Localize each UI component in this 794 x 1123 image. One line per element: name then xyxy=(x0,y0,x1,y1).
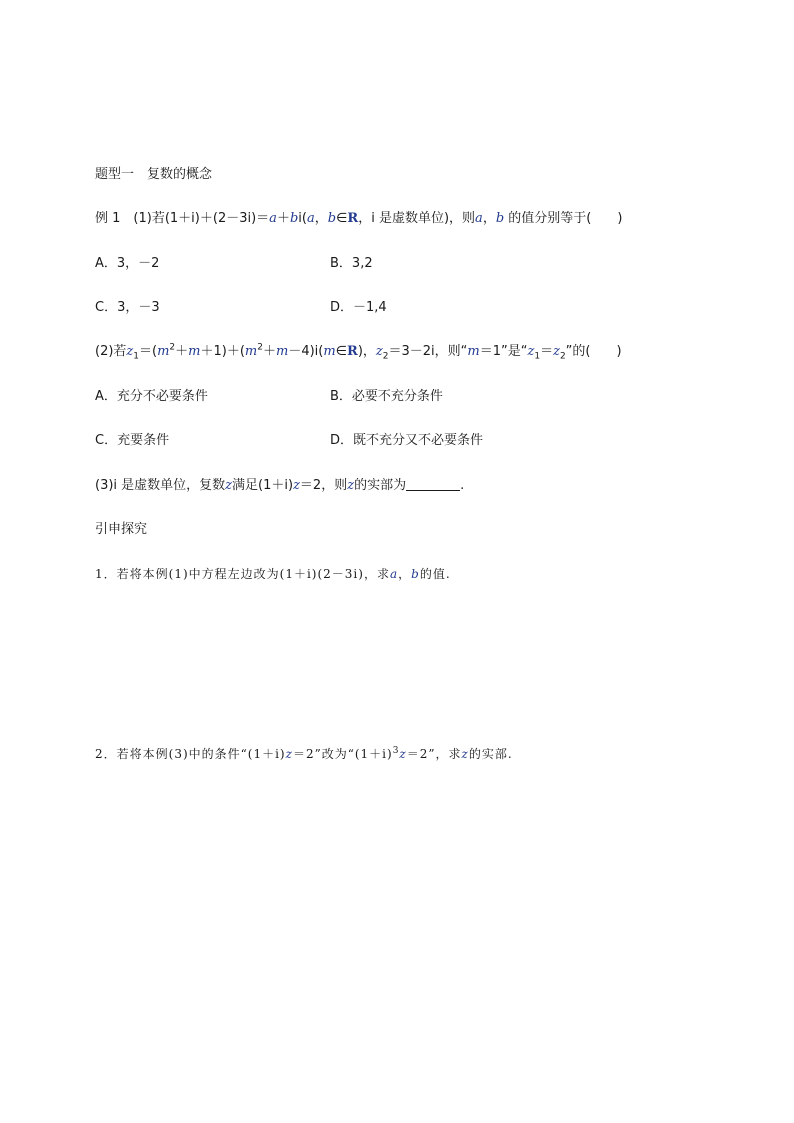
q2-text: ∈ xyxy=(335,344,348,359)
q2-option-a: A．充分不必要条件 xyxy=(95,389,208,404)
subscript: 2 xyxy=(559,351,566,362)
q1-option-d: D．－1,4 xyxy=(330,300,387,315)
q2-option-d: D．既不充分又不必要条件 xyxy=(330,433,484,448)
q2-text: ”的( ) xyxy=(565,344,622,359)
set-r: R xyxy=(347,344,358,359)
superscript: 2 xyxy=(257,342,263,353)
q1-text: 的值分别等于( ) xyxy=(504,211,623,226)
var-a: a xyxy=(475,211,483,226)
ext1-text: 的值. xyxy=(419,567,451,581)
set-r: R xyxy=(347,211,359,226)
var-z: z xyxy=(347,478,355,493)
superscript: 3 xyxy=(392,746,400,756)
q2-text: ＝ xyxy=(540,344,554,359)
q1-text: ， xyxy=(314,211,328,226)
q2-text: ＋ xyxy=(175,344,189,359)
q2-text: ＝3－2i，则“ xyxy=(388,344,468,359)
ext2-text: ＝2”改为“(1＋i) xyxy=(292,747,393,761)
var-m: m xyxy=(467,344,480,359)
var-b: b xyxy=(289,211,299,226)
var-z: z xyxy=(285,747,293,761)
var-m: m xyxy=(323,344,336,359)
q1-option-a: A．3，－2 xyxy=(95,256,160,271)
extension-title: 引申探究 xyxy=(95,522,148,537)
q2-option-b: B．必要不充分条件 xyxy=(330,389,443,404)
var-z: z xyxy=(399,747,407,761)
extension-item-2 xyxy=(95,745,513,763)
var-z: z xyxy=(293,478,300,493)
var-m: m xyxy=(188,344,201,359)
q1-option-b: B．3,2 xyxy=(330,256,373,271)
var-m: m xyxy=(276,344,289,359)
answer-blank[interactable] xyxy=(406,478,460,491)
q1-number: (1) xyxy=(133,211,152,226)
example-label: 例 1 xyxy=(95,211,121,226)
q1-text: i( xyxy=(298,211,307,226)
var-z: z xyxy=(527,344,535,359)
q2-text: ＝1”是“ xyxy=(479,344,528,359)
ext1-text: 1．若将本例(1)中方程左边改为(1＋i)(2－3i)，求 xyxy=(95,567,390,581)
q1-text: 若(1＋i)＋(2－3i)＝ xyxy=(151,211,270,226)
example-1-question-1 xyxy=(95,210,622,228)
subscript: 2 xyxy=(382,351,389,362)
example-1-question-3 xyxy=(95,477,464,495)
q2-text: ＝( xyxy=(139,344,158,359)
q1-text: ， xyxy=(482,211,496,226)
var-z: z xyxy=(461,747,469,761)
q1-text: ∈ xyxy=(336,211,348,226)
subscript: 1 xyxy=(133,351,140,362)
q2-text: ＋1)＋( xyxy=(200,344,245,359)
q2-text: －4)i( xyxy=(288,344,324,359)
q1-text: ＋ xyxy=(276,211,290,226)
ext2-text: ＝2”，求 xyxy=(406,747,462,761)
ext2-text: 的实部. xyxy=(468,747,513,761)
extension-item-1 xyxy=(95,565,451,583)
q2-text: (2)若 xyxy=(95,344,127,359)
q3-text: 满足(1＋i) xyxy=(232,478,294,493)
var-m: m xyxy=(157,344,170,359)
var-b: b xyxy=(327,211,337,226)
superscript: 2 xyxy=(169,342,176,353)
section-title: 题型一 复数的概念 xyxy=(95,167,213,182)
ext2-text: 2．若将本例(3)中的条件“(1＋i) xyxy=(95,747,286,761)
q1-text: ，i 是虚数单位)，则 xyxy=(358,211,476,226)
q2-text: ＋ xyxy=(262,344,276,359)
var-b: b xyxy=(411,567,420,581)
var-z: z xyxy=(225,478,233,493)
var-z: z xyxy=(375,344,383,359)
q2-option-c: C．充要条件 xyxy=(95,433,170,448)
var-z: z xyxy=(553,344,560,359)
ext1-text: ， xyxy=(398,567,412,581)
q3-text: 的实部为 xyxy=(354,478,407,493)
var-a: a xyxy=(389,567,399,581)
q3-text: (3)i 是虚数单位，复数 xyxy=(95,478,226,493)
var-b: b xyxy=(495,211,505,226)
q3-text: ＝2，则 xyxy=(299,478,348,493)
var-m: m xyxy=(244,344,258,359)
var-a: a xyxy=(306,211,315,226)
example-1-question-2 xyxy=(95,343,622,361)
q1-option-c: C．3，－3 xyxy=(95,300,160,315)
var-z: z xyxy=(126,344,134,359)
q2-text: )， xyxy=(357,344,376,359)
var-a: a xyxy=(269,211,277,226)
subscript: 1 xyxy=(534,351,541,362)
q3-text: . xyxy=(460,478,465,493)
